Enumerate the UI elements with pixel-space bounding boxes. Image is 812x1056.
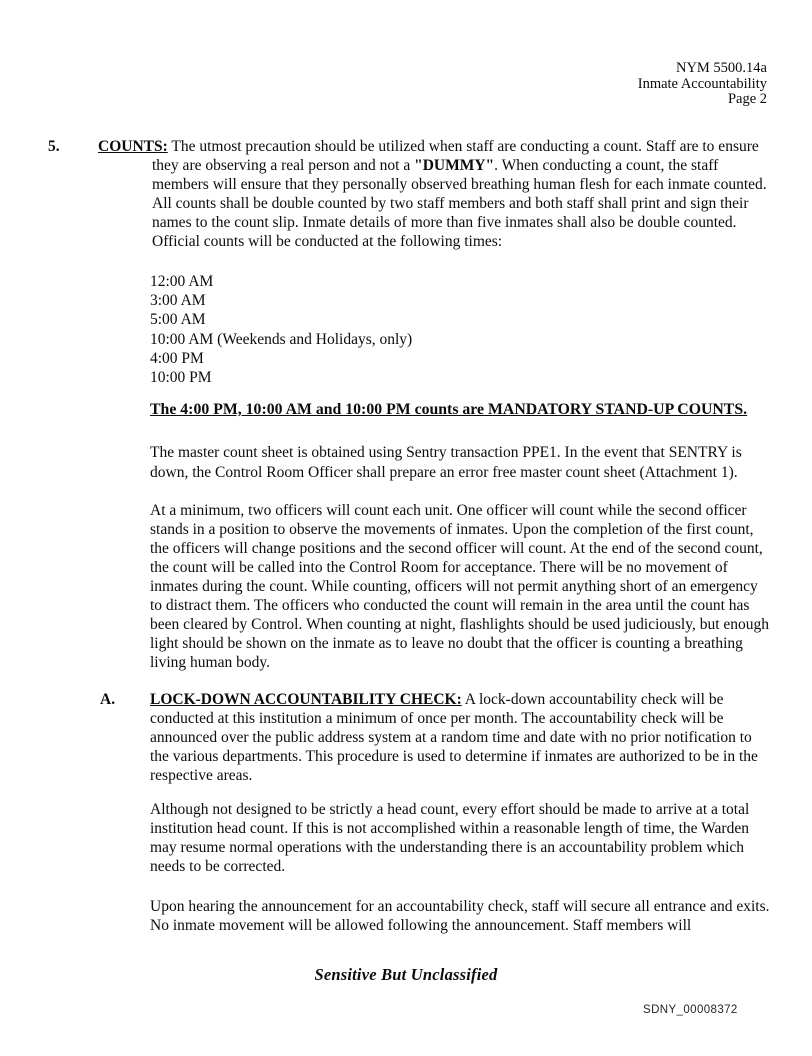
section-letter: A. xyxy=(100,691,116,708)
header-doc-title: Inmate Accountability xyxy=(637,75,767,92)
count-time: 10:00 PM xyxy=(150,369,212,387)
header-doc-number: NYM 5500.14a xyxy=(675,60,767,76)
header-page-number: Page 2 xyxy=(727,91,767,107)
count-time: 4:00 PM xyxy=(150,349,204,367)
section-counts-text: COUNTS: The utmost precaution should be utilized when staff are conducting a count. Staff are to ensure they are observing a real person and not a "DUMMY". When conducting a count, the staff members will ensure that they personally observed breathing human flesh for each inmate counted. All counts shall be double counted by two staff members and both staff shall print and sign their names to the count slip. Inmate details of more than five inmates shall also be double counted. Official counts will be conducted at the following times: xyxy=(98,138,767,250)
page-header xyxy=(0,61,767,108)
para-master-count-sheet: The master count sheet is obtained using Sentry transaction PPE1. In the event that SENTRY is down, the Control Room Officer shall prepare an error free master count sheet (Attachment 1). xyxy=(150,444,742,481)
count-times-list xyxy=(150,272,412,387)
classification-footer: Sensitive But Unclassified xyxy=(314,965,498,984)
count-time: 12:00 AM xyxy=(150,273,214,290)
mandatory-counts-note: The 4:00 PM, 10:00 AM and 10:00 PM counts are MANDATORY STAND-UP COUNTS. xyxy=(150,401,748,418)
count-time: 5:00 AM xyxy=(150,311,206,329)
bates-number: SDNY_00008372 xyxy=(643,1004,738,1016)
section-counts xyxy=(48,137,770,251)
section-lockdown xyxy=(100,690,771,785)
section-lockdown-text: LOCK-DOWN ACCOUNTABILITY CHECK: A lock-down accountability check will be conducted at this institution a minimum of once per month. The accountability check will be announced over the public address system at a random time and date with no prior notification to the various departments. This procedure is used to determine if inmates are authorized to be in the respective areas. xyxy=(150,691,758,784)
para-announcement: Upon hearing the announcement for an accountability check, staff will secure all entrance and exits. No inmate movement will be allowed following the announcement. Staff members will xyxy=(150,898,770,934)
count-time: 10:00 AM (Weekends and Holidays, only) xyxy=(150,330,413,348)
count-time: 3:00 AM xyxy=(150,292,206,310)
section-counts-heading: COUNTS: xyxy=(98,138,168,155)
section-number: 5. xyxy=(48,138,60,155)
para-two-officer-count: At a minimum, two officers will count each unit. One officer will count while the second officer stands in a position to observe the movements of inmates. Upon the completion of the first count, the officers will change positions and the second officer will count. At the end of the second count, the count will be called into the Control Room for acceptance. There will be no movement of inmates during the count. While counting, officers will not permit anything short of an emergency to distract them. The officers who conducted the count will remain in the area until the count has been cleared by Control. When counting at night, flashlights should be used judiciously, but enough light should be shown on the inmate as to leave no doubt that the officer is counting a breathing living human body. xyxy=(150,502,770,671)
para-head-count: Although not designed to be strictly a head count, every effort should be made to arrive at a total institution head count. If this is not accomplished within a reasonable length of time, the Warden may resume normal operations with the understanding there is an accountability problem which needs to be corrected. xyxy=(150,801,750,875)
section-lockdown-heading: LOCK-DOWN ACCOUNTABILITY CHECK: xyxy=(150,691,462,708)
